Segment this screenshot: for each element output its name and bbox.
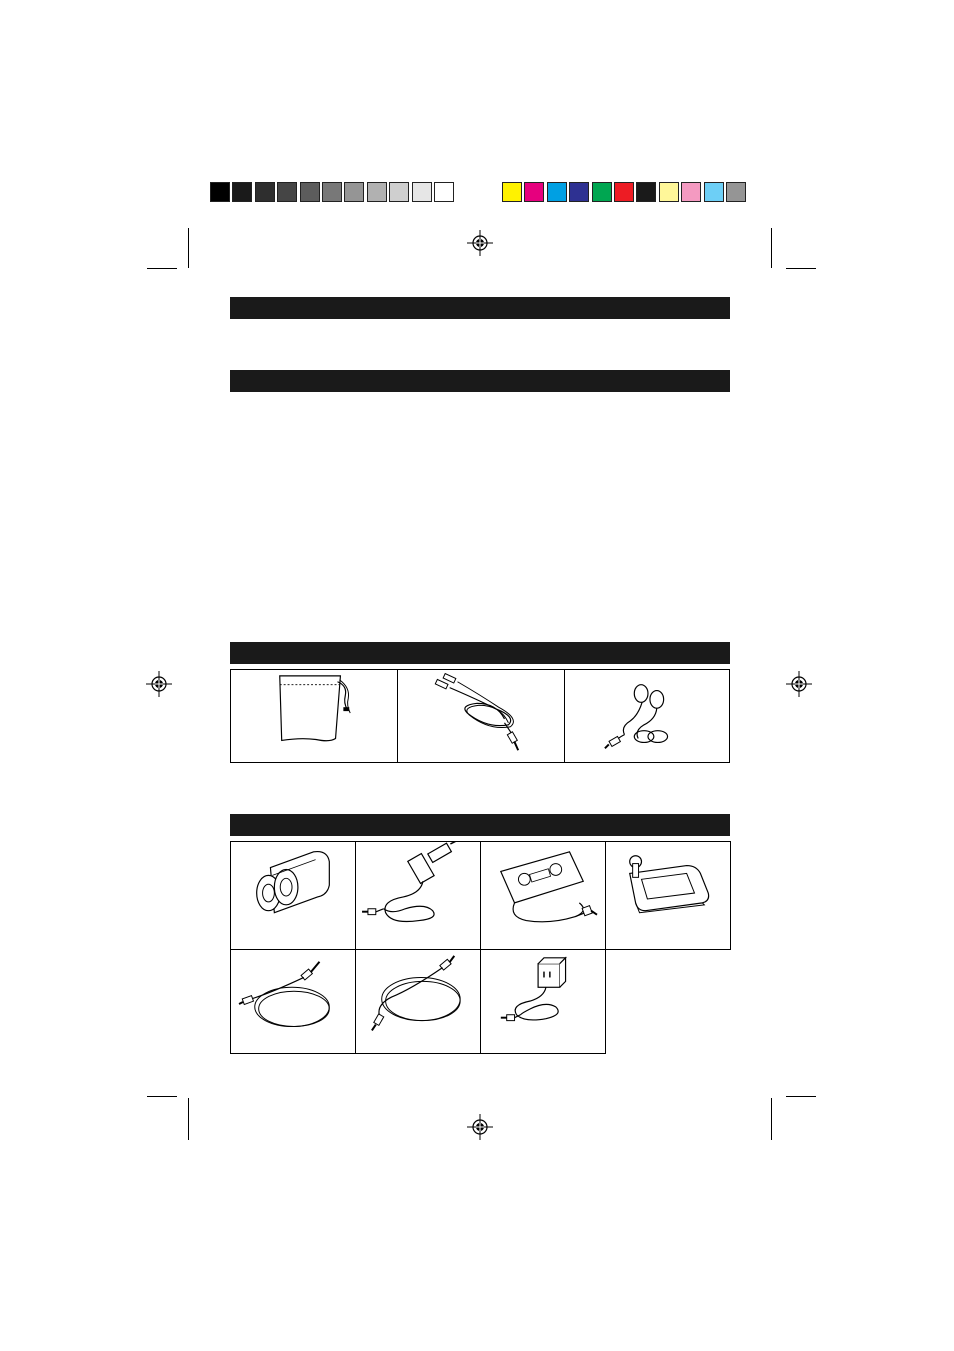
accessory-cell-pouch	[230, 669, 398, 763]
crop-mark	[188, 228, 189, 268]
color-swatch	[524, 182, 544, 202]
gray-swatch	[300, 182, 320, 202]
gray-swatch	[322, 182, 342, 202]
crop-mark	[786, 268, 816, 269]
crop-mark	[771, 1098, 772, 1140]
gray-swatch	[434, 182, 454, 202]
gray-swatch	[412, 182, 432, 202]
accessory-cell-cassette-adapter	[480, 841, 606, 950]
accessory-cell-car-adapter	[355, 841, 481, 950]
registration-mark-icon	[467, 1114, 493, 1145]
battery-pack-icon	[231, 842, 355, 949]
gray-swatch	[344, 182, 364, 202]
color-swatch	[614, 182, 634, 202]
registration-mark-icon	[146, 671, 172, 702]
ac-adapter-icon	[481, 950, 605, 1053]
supplied-accessories-header-bar	[230, 642, 730, 664]
color-swatch	[681, 182, 701, 202]
accessory-cell-ac-adapter	[480, 949, 606, 1054]
crop-mark	[188, 1098, 189, 1140]
gray-swatch	[255, 182, 275, 202]
earphones-icon	[565, 670, 729, 762]
color-swatch	[547, 182, 567, 202]
stereo-rca-cable-icon	[398, 670, 564, 762]
gray-swatch	[232, 182, 252, 202]
crop-mark	[147, 268, 177, 269]
mounting-bracket-icon	[606, 842, 730, 949]
color-swatch	[502, 182, 522, 202]
cassette-adapter-icon	[481, 842, 605, 949]
gray-swatch	[367, 182, 387, 202]
color-calibration-bar	[502, 182, 748, 204]
color-swatch	[636, 182, 656, 202]
color-swatch	[569, 182, 589, 202]
gray-swatch	[389, 182, 409, 202]
color-swatch	[659, 182, 679, 202]
drawstring-pouch-icon	[231, 670, 397, 762]
crop-mark	[786, 1096, 816, 1097]
remote-cable-icon	[231, 950, 355, 1053]
registration-mark-icon	[786, 671, 812, 702]
crop-mark	[147, 1096, 177, 1097]
accessory-cell-remote-cable	[230, 949, 356, 1054]
gray-swatch	[277, 182, 297, 202]
car-adapter-icon	[356, 842, 480, 949]
section-header-bar	[230, 297, 730, 319]
audio-cable-icon	[356, 950, 480, 1053]
accessory-cell-mounting-bracket	[605, 841, 731, 950]
color-swatch	[704, 182, 724, 202]
section-header-bar	[230, 370, 730, 392]
registration-mark-icon	[467, 230, 493, 261]
accessory-cell-audio-cable	[355, 949, 481, 1054]
grayscale-calibration-bar	[210, 182, 456, 204]
crop-mark	[771, 228, 772, 268]
accessory-cell-stereo-cable	[397, 669, 565, 763]
color-swatch	[592, 182, 612, 202]
color-swatch	[726, 182, 746, 202]
accessory-cell-earphones	[564, 669, 730, 763]
gray-swatch	[210, 182, 230, 202]
optional-accessories-header-bar	[230, 814, 730, 836]
accessory-cell-battery-pack	[230, 841, 356, 950]
